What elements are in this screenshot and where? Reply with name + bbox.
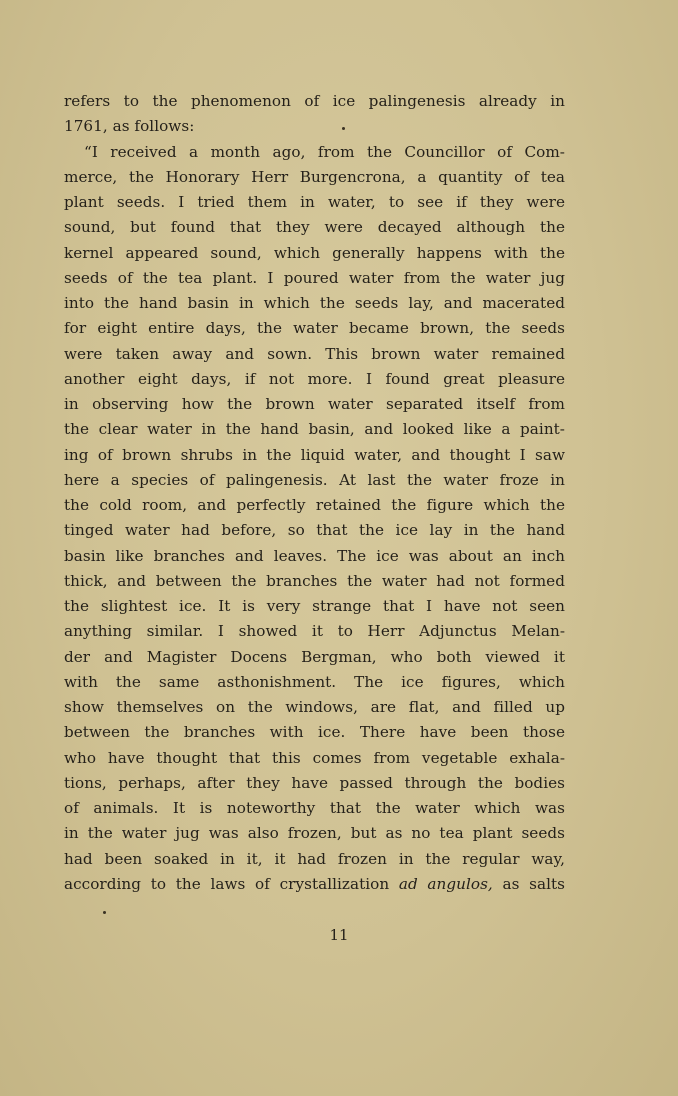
text-line: for eight entire days, the water became brown, the seeds [64,319,565,338]
text-segment: as salts [492,874,565,893]
text-line: tinged water had before, so that the ice lay in the hand [64,521,565,540]
text-line: 1761, as follows: [64,117,195,136]
page-number: 11 [329,926,349,944]
text-line: the cold room, and perfectly retained the figure which the [64,496,565,514]
text-line: merce, the Honorary Herr Burgencrona, a quantity of tea [64,167,565,186]
text-line: thick, and between the branches the water had not formed [64,571,565,590]
text-line: had been soaked in it, it had frozen in the regular way, [64,849,565,868]
text-line: who have thought that this comes from vegetable exhala- [64,748,565,767]
text-line: into the hand basin in which the seeds lay, and macerated [64,294,565,312]
text-line: ing of brown shrubs in the liquid water, and thought I saw [64,445,565,464]
italic-phrase: ad angulos, [398,874,493,893]
text-line-final [64,872,565,897]
text-line: show themselves on the windows, are flat, and filled up [64,698,565,716]
text-line: in observing how the brown water separated itself from [64,395,565,413]
text-line: in the water jug was also frozen, but as no tea plant seeds [64,824,565,843]
body-text [64,89,565,897]
text-line: with the same asthonishment. The ice figures, which [64,672,565,691]
text-line: the clear water in the hand basin, and looked like a paint- [64,420,565,439]
text-line: refers to the phenomenon of ice palingenesis already in [64,92,565,110]
text-line: between the branches with ice. There have been those [64,723,565,742]
text-line: were taken away and sown. This brown water remained [64,344,565,363]
text-segment: according to the laws of crystallization [64,874,399,893]
text-line: anything similar. I showed it to Herr Adjunctus Melan- [64,622,565,641]
text-line: basin like branches and leaves. The ice was about an inch [64,546,565,565]
text-line: tions, perhaps, after they have passed through the bodies [64,773,565,792]
text-line: of animals. It is noteworthy that the water which was [64,799,565,817]
text-line: the slightest ice. It is very strange that I have not seen [64,597,565,615]
text-line: here a species of palingenesis. At last the water froze in [64,470,565,489]
ink-speck [342,127,345,130]
text-line: kernel appeared sound, which generally happens with the [64,243,565,262]
text-line: seeds of the tea plant. I poured water from the water jug [64,268,565,287]
text-line: der and Magister Docens Bergman, who both viewed it [64,647,565,666]
text-line: “I received a month ago, from the Councillor of Com- [84,142,565,161]
text-line: sound, but found that they were decayed although the [64,218,565,237]
text-line: plant seeds. I tried them in water, to see if they were [64,193,565,211]
ink-speck [103,911,106,914]
text-line: another eight days, if not more. I found great pleasure [64,369,565,388]
